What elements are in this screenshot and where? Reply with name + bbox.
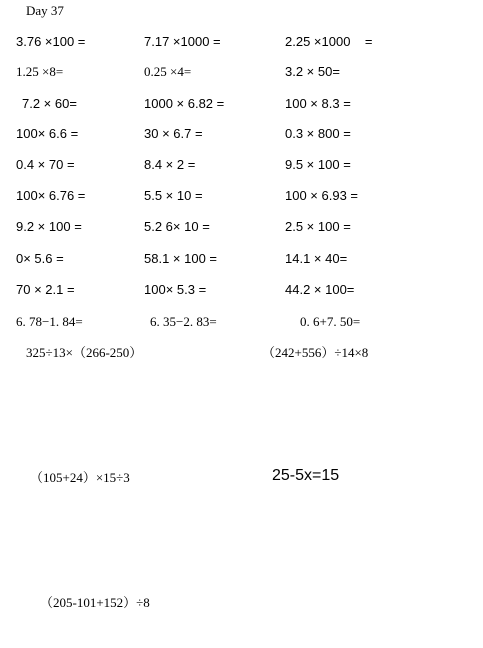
oral-item: 100 × 6.93 = xyxy=(285,188,359,203)
oral-item: 1.25 ×8= xyxy=(16,64,64,79)
oral-item: 2.5 × 100 = xyxy=(285,219,351,234)
oral-item: 9.2 × 100 = xyxy=(16,219,82,234)
oral-item: 8.4 × 2 = xyxy=(144,157,196,172)
oral-item: 44.2 × 100= xyxy=(285,282,355,297)
oral-item: 0.4 × 70 = xyxy=(16,157,75,172)
oral-item: 0× 5.6 = xyxy=(16,251,64,266)
oral-item: 1000 × 6.82 = xyxy=(144,96,225,111)
problem-1: 325÷13×（266-250） xyxy=(26,345,143,360)
problem-2: （242+556）÷14×8 xyxy=(262,345,369,360)
oral-item: 2.25 ×1000 = xyxy=(285,34,373,49)
oral-item: 100× 5.3 = xyxy=(144,282,207,297)
oral-item: 100× 6.6 = xyxy=(16,126,79,141)
oral-item: 3.2 × 50= xyxy=(285,64,340,79)
oral-item: 0. 6+7. 50= xyxy=(300,314,361,329)
oral-item: 0.3 × 800 = xyxy=(285,126,351,141)
problem-5: （205-101+152）÷8 xyxy=(40,595,150,610)
oral-item: 100 × 8.3 = xyxy=(285,96,351,111)
oral-item: 0.25 ×4= xyxy=(144,64,192,79)
problem-3: （105+24）×15÷3 xyxy=(30,470,130,485)
oral-item: 58.1 × 100 = xyxy=(144,251,218,266)
oral-item: 30 × 6.7 = xyxy=(144,126,203,141)
oral-item: 100× 6.76 = xyxy=(16,188,86,203)
equation-problem: 25-5x=15 xyxy=(272,467,340,484)
oral-item: 6. 35−2. 83= xyxy=(150,314,217,329)
oral-item: 7.2 × 60= xyxy=(22,96,77,111)
oral-item: 3.76 ×100 = xyxy=(16,34,86,49)
oral-item: 9.5 × 100 = xyxy=(285,157,351,172)
worksheet-title: Day 37 xyxy=(26,3,64,18)
oral-item: 5.5 × 10 = xyxy=(144,188,203,203)
oral-item: 7.17 ×1000 = xyxy=(144,34,221,49)
oral-item: 5.2 6× 10 = xyxy=(144,219,210,234)
oral-item: 6. 78−1. 84= xyxy=(16,314,83,329)
oral-item: 70 × 2.1 = xyxy=(16,282,75,297)
oral-item: 14.1 × 40= xyxy=(285,251,348,266)
